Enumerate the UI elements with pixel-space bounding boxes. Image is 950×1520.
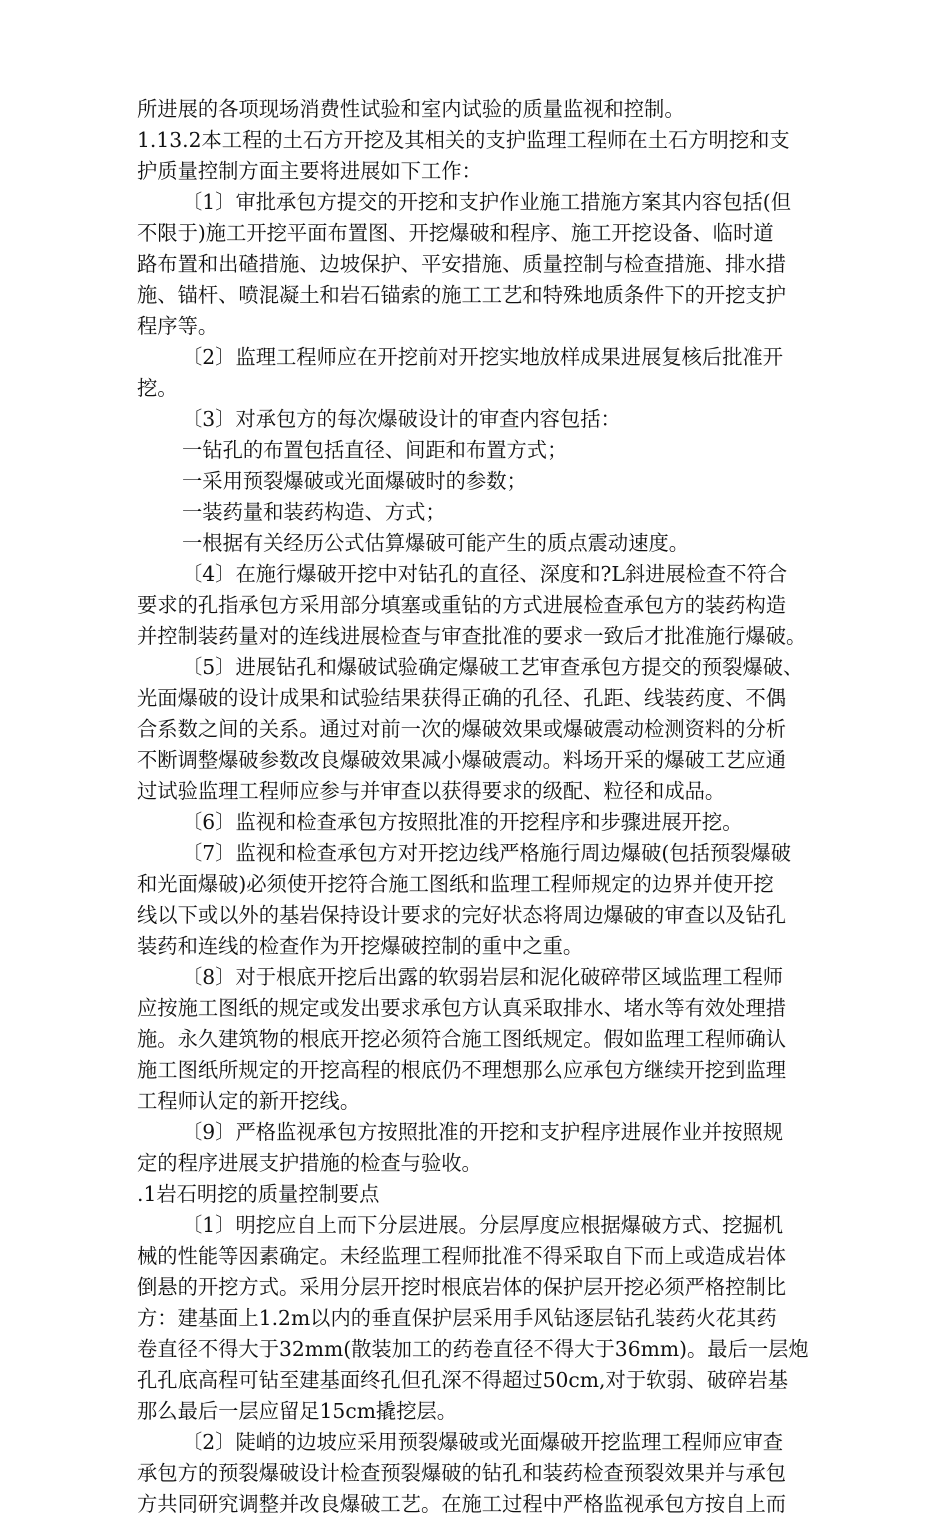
document-body [137,94,867,1520]
text-line: 不限于)施工开挖平面布置图、开挖爆破和程序、施工开挖设备、临时道 [137,221,774,245]
text-line: 过试验监理工程师应参与并审查以获得要求的级配、粒径和成品。 [137,779,726,803]
text-line: 方共同研究调整并改良爆破工艺。在施工过程中严格监视承包方按自上而 [137,1492,787,1516]
text-line: 倒悬的开挖方式。采用分层开挖时根底岩体的保护层开挖必须严格控制比 [137,1275,787,1299]
paragraph-start-line: 〔6〕监视和检查承包方按照批准的开挖程序和步骤进展开挖。 [182,810,743,834]
text-line: 那么最后一层应留足15cm撬挖层。 [137,1399,458,1423]
text-line: 施、锚杆、喷混凝土和岩石锚索的施工工艺和特殊地质条件下的开挖支护 [137,283,787,307]
text-line: 护质量控制方面主要将进展如下工作： [137,159,482,183]
paragraph-start-line: 〔1〕明挖应自上而下分层进展。分层厚度应根据爆破方式、挖掘机 [182,1213,784,1237]
paragraph-start-line: 〔4〕在施行爆破开挖中对钻孔的直径、深度和?L斜进展检查不符合 [182,562,788,586]
text-line: 应按施工图纸的规定或发出要求承包方认真采取排水、堵水等有效处理措 [137,996,787,1020]
paragraph-start-line: 〔5〕进展钻孔和爆破试验确定爆破工艺审查承包方提交的预裂爆破、 [182,655,804,679]
paragraph-start-line: 〔2〕陡峭的边坡应采用预裂爆破或光面爆破开挖监理工程师应审查 [182,1430,784,1454]
paragraph-start-line: 一根据有关经历公式估算爆破可能产生的质点震动速度。 [182,531,690,555]
text-line: 要求的孔指承包方采用部分填塞或重钻的方式进展检查承包方的装药构造 [137,593,787,617]
text-line: 孔孔底高程可钻至建基面终孔但孔深不得超过50cm,对于软弱、破碎岩基 [137,1368,789,1392]
paragraph-start-line: 一采用预裂爆破或光面爆破时的参数； [182,469,527,493]
paragraph-start-line: 〔3〕对承包方的每次爆破设计的审查内容包括： [182,407,621,431]
text-line: 合系数之间的关系。通过对前一次的爆破效果或爆破震动检测资料的分析 [137,717,787,741]
text-line: .1岩石明挖的质量控制要点 [137,1182,380,1206]
text-line: 装药和连线的检查作为开挖爆破控制的重中之重。 [137,934,584,958]
text-line: 线以下或以外的基岩保持设计要求的完好状态将周边爆破的审查以及钻孔 [137,903,787,927]
paragraph-start-line: 〔9〕严格监视承包方按照批准的开挖和支护程序进展作业并按照规 [182,1120,784,1144]
paragraph-start-line: 〔8〕对于根底开挖后出露的软弱岩层和泥化破碎带区域监理工程师 [182,965,784,989]
text-line: 承包方的预裂爆破设计检查预裂爆破的钻孔和装药检查预裂效果并与承包 [137,1461,787,1485]
text-line: 和光面爆破)必须使开挖符合施工图纸和监理工程师规定的边界并使开挖 [137,872,774,896]
text-line: 并控制装药量对的连线进展检查与审查批准的要求一致后才批准施行爆破。 [137,624,807,648]
paragraph-start-line: 一钻孔的布置包括直径、间距和布置方式； [182,438,568,462]
text-line: 所进展的各项现场消费性试验和室内试验的质量监视和控制。 [137,97,685,121]
text-line: 挖。 [137,376,178,400]
paragraph-start-line: 〔1〕审批承包方提交的开挖和支护作业施工措施方案其内容包括(但 [182,190,791,214]
text-line: 1.13.2本工程的土石方开挖及其相关的支护监理工程师在土石方明挖和支 [137,128,790,152]
paragraph-start-line: 一装药量和装药构造、方式； [182,500,446,524]
text-line: 不断调整爆破参数改良爆破效果减小爆破震动。料场开采的爆破工艺应通 [137,748,787,772]
text-line: 械的性能等因素确定。未经监理工程师批准不得采取自下而上或造成岩体 [137,1244,787,1268]
text-line: 施。永久建筑物的根底开挖必须符合施工图纸规定。假如监理工程师确认 [137,1027,787,1051]
text-line: 定的程序进展支护措施的检查与验收。 [137,1151,482,1175]
text-line: 路布置和出碴措施、边坡保护、平安措施、质量控制与检查措施、排水措 [137,252,787,276]
text-line: 工程师认定的新开挖线。 [137,1089,361,1113]
text-line: 程序等。 [137,314,219,338]
text-line: 卷直径不得大于32mm(散装加工的药卷直径不得大于36mm)。最后一层炮 [137,1337,809,1361]
text-line: 施工图纸所规定的开挖高程的根底仍不理想那么应承包方继续开挖到监理 [137,1058,787,1082]
text-line: 光面爆破的设计成果和试验结果获得正确的孔径、孔距、线装药度、不偶 [137,686,787,710]
paragraph-start-line: 〔2〕监理工程师应在开挖前对开挖实地放样成果进展复核后批准开 [182,345,784,369]
text-line: 方：建基面上1.2m以内的垂直保护层采用手风钻逐层钻孔装药火花其药 [137,1306,777,1330]
paragraph-start-line: 〔7〕监视和检查承包方对开挖边线严格施行周边爆破(包括预裂爆破 [182,841,791,865]
